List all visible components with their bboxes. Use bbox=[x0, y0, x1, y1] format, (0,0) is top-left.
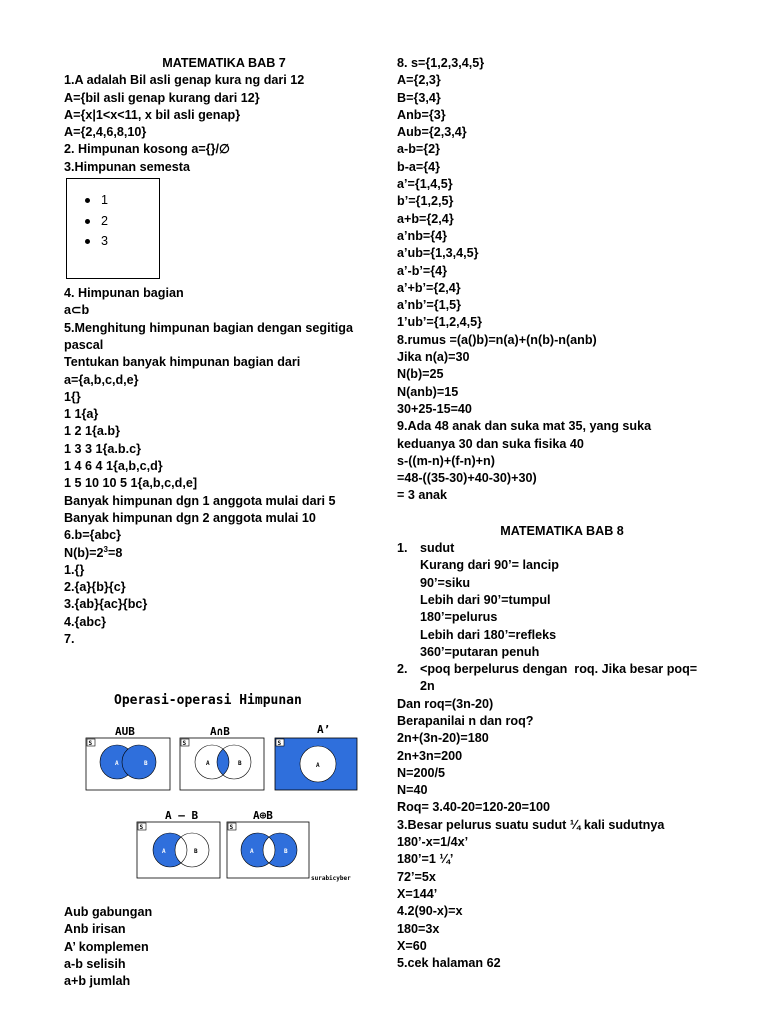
text-line: A’ komplemen bbox=[64, 939, 149, 954]
text-line: 1 2 1{a.b} bbox=[64, 424, 121, 439]
text-line: A={2,3} bbox=[397, 73, 441, 88]
text-line: 3.Himpunan semesta bbox=[64, 159, 190, 174]
section-sets-intro bbox=[64, 72, 384, 176]
text-line: Banyak himpunan dgn 2 anggota mulai 10 bbox=[64, 510, 316, 525]
label-symmetric-difference: A⊕B bbox=[253, 809, 273, 822]
text-line: Tentukan banyak himpunan bagian dari bbox=[64, 355, 301, 370]
circle-b bbox=[175, 833, 209, 867]
list-text: sudut bbox=[420, 541, 455, 556]
text-line: N=40 bbox=[397, 783, 428, 798]
universe-tag-label: S bbox=[182, 740, 187, 747]
venn-symmetric-difference bbox=[227, 822, 309, 878]
text-line: 3.Besar pelurus suatu sudut ¼ kali sudutnya bbox=[397, 817, 665, 832]
list-text: 180’=pelurus bbox=[420, 610, 498, 625]
circle-b-label: B bbox=[284, 848, 288, 855]
circle-a-label: A bbox=[162, 848, 166, 855]
text-line: 9.Ada 48 anak dan suka mat 35, yang suka bbox=[397, 419, 652, 434]
text-line: 4.{abc} bbox=[64, 614, 107, 629]
list-item-line bbox=[397, 592, 727, 609]
text-line: 8.rumus =(a()b)=n(a)+(n(b)-n(anb) bbox=[397, 332, 597, 347]
text-line: 180’=1 ¼’ bbox=[397, 852, 454, 867]
text-line: a’-b’={4} bbox=[397, 263, 448, 278]
label-intersection: A∩B bbox=[210, 725, 230, 738]
set-element: 1 bbox=[67, 190, 159, 211]
text-line: pascal bbox=[64, 337, 104, 352]
text-line: b’={1,2,5} bbox=[397, 194, 454, 209]
list-item-line bbox=[397, 644, 727, 661]
power-set-formula: $N(b)=2^3=8$ bbox=[64, 544, 123, 560]
text-line: Aub={2,3,4} bbox=[397, 125, 467, 140]
set-operations-legend bbox=[64, 904, 152, 990]
text-line: X=60 bbox=[397, 938, 427, 953]
venn-difference bbox=[137, 822, 220, 878]
text-line: 7. bbox=[64, 632, 75, 647]
left-column bbox=[64, 55, 384, 648]
text-line: b-a={4} bbox=[397, 159, 441, 174]
circle-b bbox=[122, 745, 156, 779]
text-line: 2n+3n=200 bbox=[397, 748, 463, 763]
text-line: 2. Himpunan kosong a={}/∅ bbox=[64, 142, 230, 157]
list-text: 360’=putaran penuh bbox=[420, 644, 540, 659]
text-line: 1.A adalah Bil asli genap kura ng dari 12 bbox=[64, 73, 305, 88]
section-set-exercises bbox=[397, 55, 727, 505]
text-line: 5.cek halaman 62 bbox=[397, 956, 501, 971]
text-line: a’ub={1,3,4,5} bbox=[397, 246, 479, 261]
circle-b-label: B bbox=[194, 848, 198, 855]
text-line: 30+25-15=40 bbox=[397, 401, 472, 416]
text-line: 1’ub’={1,2,4,5} bbox=[397, 315, 483, 330]
text-line: a-b selisih bbox=[64, 956, 126, 971]
text-line: A={x|1<x<11, x bil asli genap} bbox=[64, 107, 241, 122]
text-line: a’nb={4} bbox=[397, 228, 448, 243]
text-line: 1 1{a} bbox=[64, 407, 99, 422]
list-text: Lebih dari 90’=tumpul bbox=[420, 592, 551, 607]
circle-a-label: A bbox=[250, 848, 254, 855]
text-line: N(b)=25 bbox=[397, 367, 444, 382]
universe-tag-label: S bbox=[229, 824, 234, 831]
universe-tag-label: S bbox=[277, 740, 282, 747]
text-line: Dan roq=(3n-20) bbox=[397, 696, 494, 711]
list-item-line bbox=[397, 575, 727, 592]
list-number: 1. bbox=[397, 541, 408, 556]
text-line: Roq= 3.40-20=120-20=100 bbox=[397, 800, 550, 815]
universe-tag-label: S bbox=[88, 740, 93, 747]
label-union: AUB bbox=[115, 725, 135, 738]
text-line: X=144’ bbox=[397, 886, 438, 901]
list-item-line bbox=[397, 678, 727, 695]
section-subsets bbox=[64, 285, 384, 544]
text-line: 1 4 6 4 1{a,b,c,d} bbox=[64, 459, 163, 474]
text-line: s-((m-n)+(f-n)+n) bbox=[397, 453, 495, 468]
text-line: a’nb’={1,5} bbox=[397, 298, 462, 313]
supplementary-angle-item bbox=[397, 661, 727, 696]
text-line: B={3,4} bbox=[397, 90, 441, 105]
text-line: 4. Himpunan bagian bbox=[64, 286, 184, 301]
text-line: Berapanilai n dan roq? bbox=[397, 713, 534, 728]
angle-types-item bbox=[397, 540, 727, 661]
universe-tag-label: S bbox=[139, 824, 144, 831]
text-line: a+b={2,4} bbox=[397, 211, 454, 226]
list-text: Kurang dari 90’= lancip bbox=[420, 558, 559, 573]
list-item-line bbox=[397, 540, 727, 557]
text-line: a’+b’={2,4} bbox=[397, 280, 461, 295]
right-column bbox=[397, 55, 727, 972]
text-line: 1 3 3 1{a.b.c} bbox=[64, 441, 142, 456]
figure-title: Operasi-operasi Himpunan bbox=[114, 693, 302, 708]
text-line: Anb irisan bbox=[64, 922, 126, 937]
text-line: 2.{a}{b}{c} bbox=[64, 580, 126, 595]
text-line: A={bil asli genap kurang dari 12} bbox=[64, 90, 260, 105]
venn-union bbox=[86, 738, 170, 790]
set-element: 2 bbox=[67, 211, 159, 232]
text-line: =48-((35-30)+40-30)+30) bbox=[397, 471, 537, 486]
set-element: 3 bbox=[67, 231, 159, 252]
text-line: 4.2(90-x)=x bbox=[397, 904, 463, 919]
text-line: Aub gabungan bbox=[64, 905, 153, 919]
text-line: 1.{} bbox=[64, 562, 85, 577]
list-number: 2. bbox=[397, 662, 408, 677]
venn-intersection bbox=[180, 738, 264, 790]
text-line: 72’=5x bbox=[397, 869, 436, 884]
text-line: 6.b={abc} bbox=[64, 528, 122, 543]
figure-credit: surabicyber bbox=[311, 875, 351, 882]
text-line: 5.Menghitung himpunan bagian dengan segitiga bbox=[64, 320, 353, 335]
text-line: a’={1,4,5} bbox=[397, 177, 453, 192]
section-angle-solutions bbox=[397, 696, 727, 973]
text-line: keduanya 30 dan suka fisika 40 bbox=[397, 436, 584, 451]
text-line: 180’-x=1/4x’ bbox=[397, 835, 469, 850]
text-line: 1{} bbox=[64, 389, 81, 404]
text-line: Jika n(a)=30 bbox=[397, 350, 470, 365]
list-item-line bbox=[397, 609, 727, 626]
set-operations-figure bbox=[82, 684, 382, 884]
circle-a-label: A bbox=[115, 760, 119, 767]
text-line: 3.{ab}{ac}{bc} bbox=[64, 597, 148, 612]
text-line: 2n+(3n-20)=180 bbox=[397, 731, 489, 746]
circle-a-label: A bbox=[206, 760, 210, 767]
list-item-line bbox=[397, 661, 727, 678]
chapter-title-bab7: MATEMATIKA BAB 7 bbox=[162, 56, 286, 70]
label-difference: A – B bbox=[165, 809, 199, 822]
text-line: = 3 anak bbox=[397, 488, 448, 503]
text-line: N=200/5 bbox=[397, 765, 445, 780]
label-complement: A’ bbox=[317, 723, 331, 736]
text-line: 1 5 10 10 5 1{a,b,c,d,e] bbox=[64, 476, 198, 491]
list-text: 90’=siku bbox=[420, 575, 471, 590]
list-text: <poq berpelurus dengan roq. Jika besar poq= bbox=[420, 662, 698, 677]
text-line: 180=3x bbox=[397, 921, 440, 936]
text-line: Anb={3} bbox=[397, 107, 446, 122]
list-item-line bbox=[397, 557, 727, 574]
universal-set-box bbox=[66, 178, 160, 279]
text-line: a={a,b,c,d,e} bbox=[64, 372, 139, 387]
list-item-line bbox=[397, 627, 727, 644]
circle-b-label: B bbox=[238, 760, 242, 767]
text-line: 8. s={1,2,3,4,5} bbox=[397, 56, 485, 70]
text-line: A={2,4,6,8,10} bbox=[64, 125, 147, 140]
circle-b-label: B bbox=[144, 760, 148, 767]
section-subset-list bbox=[64, 562, 384, 648]
text-line: a⊂b bbox=[64, 303, 90, 318]
text-line: N(anb)=15 bbox=[397, 384, 459, 399]
text-line: Banyak himpunan dgn 1 anggota mulai dari 5 bbox=[64, 493, 336, 508]
list-text: 2n bbox=[420, 679, 435, 694]
text-line: a-b={2} bbox=[397, 142, 441, 157]
chapter-title-bab8: MATEMATIKA BAB 8 bbox=[500, 523, 624, 538]
circle-a-label: A bbox=[316, 762, 320, 769]
list-text: Lebih dari 180’=refleks bbox=[420, 627, 557, 642]
venn-complement bbox=[275, 738, 357, 790]
text-line: a+b jumlah bbox=[64, 974, 131, 989]
